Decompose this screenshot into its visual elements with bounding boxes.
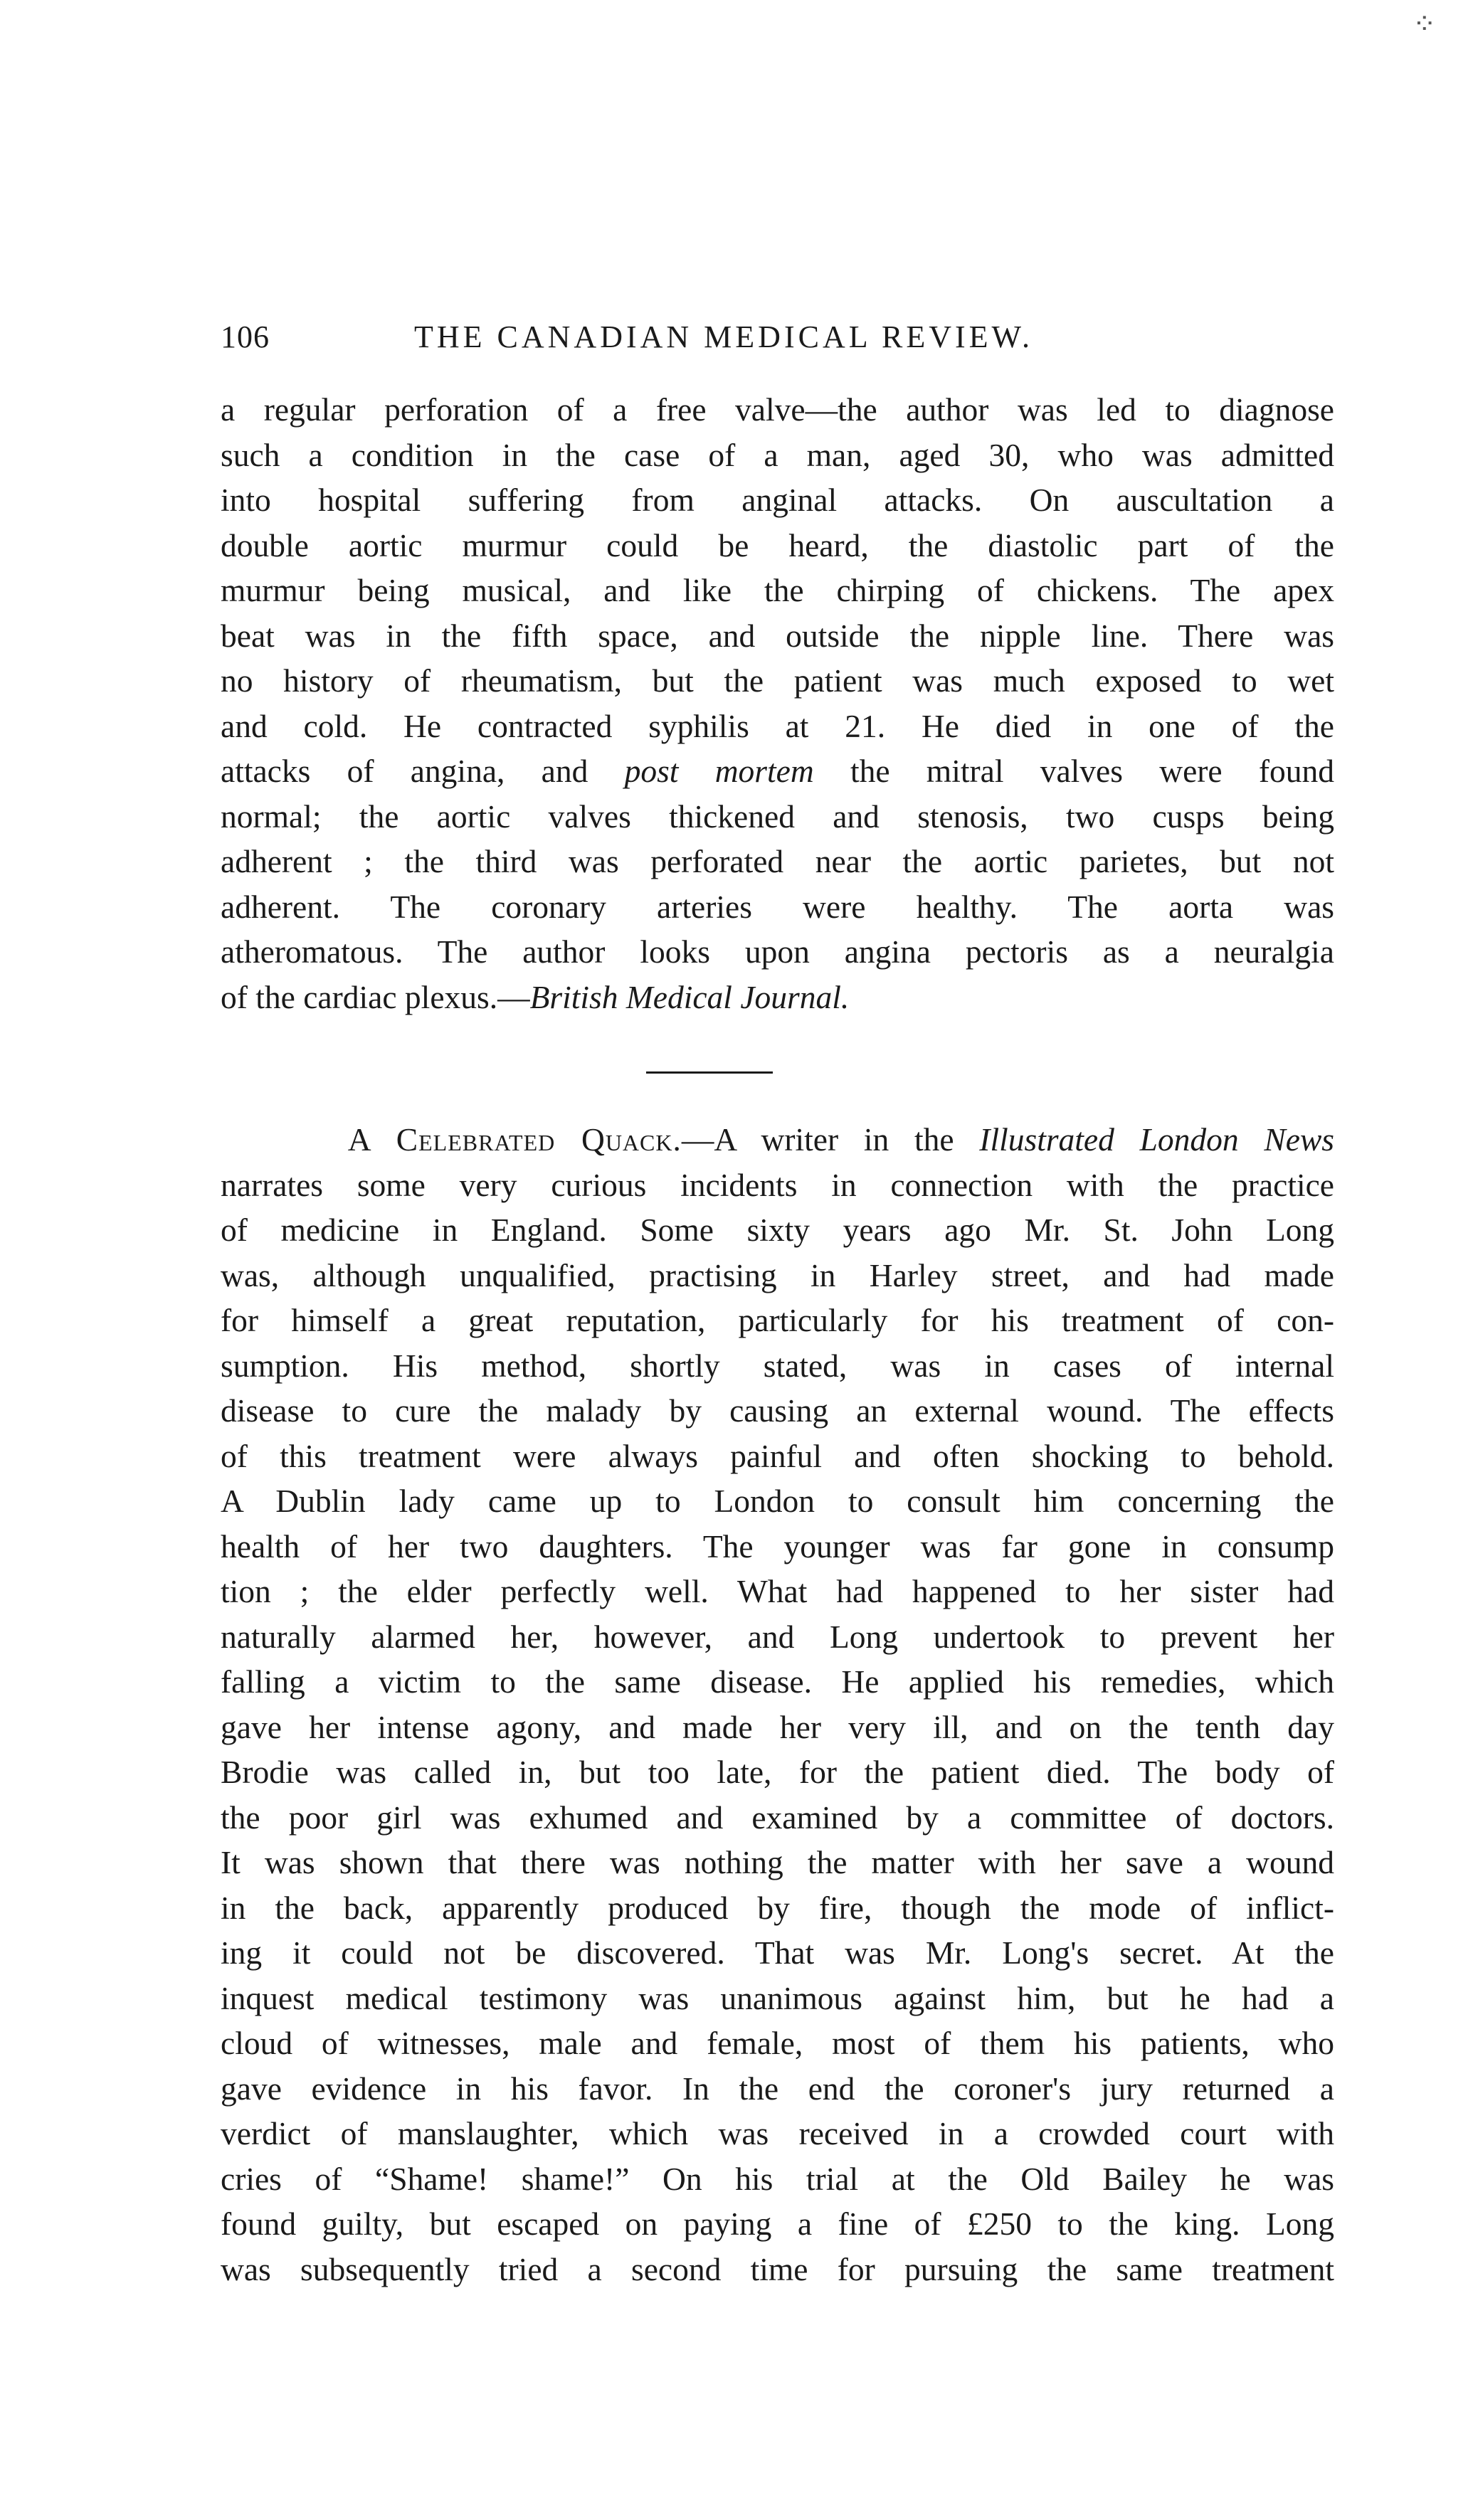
text-line	[221, 975, 1334, 1020]
text-line: gave her intense agony, and made her very ill, and on the tenth day	[221, 1708, 1334, 1745]
text-line: cloud of witnesses, male and female, most of them his patients, who	[221, 2025, 1334, 2061]
text-line: cries of “Shame! shame!” On his trial at the Old Bailey he was	[221, 2160, 1334, 2197]
text-line: found guilty, but escaped on paying a fine of £250 to the king. Long	[221, 2206, 1334, 2242]
text-line: such a condition in the case of a man, aged 30, who was admitted	[221, 436, 1334, 473]
text-line: tion ; the elder perfectly well. What had happened to her sister had	[221, 1573, 1334, 1609]
section-divider	[646, 1071, 773, 1074]
text-line: verdict of manslaughter, which was received in a crowded court with	[221, 2115, 1334, 2151]
text-line: adherent. The coronary arteries were healthy. The aorta was	[221, 888, 1334, 925]
text-line: beat was in the fifth space, and outside the nipple line. There was	[221, 617, 1334, 654]
text-line: adherent ; the third was perforated near the aortic parietes, but not	[221, 843, 1334, 879]
text-line: double aortic murmur could be heard, the diastolic part of the	[221, 526, 1334, 563]
text-line: It was shown that there was nothing the matter with her save a wound	[221, 1844, 1334, 1880]
text-line: atheromatous. The author looks upon angina pectoris as a neuralgia	[221, 933, 1334, 970]
text-line: narrates some very curious incidents in connection with the practice	[221, 1166, 1334, 1203]
text-line: normal; the aortic valves thickened and stenosis, two cusps being	[221, 798, 1334, 835]
text-line: naturally alarmed her, however, and Long undertook to prevent her	[221, 1618, 1334, 1655]
scan-mark: ⁘	[1413, 8, 1438, 40]
text-line: was, although unqualified, practising in Harley street, and had made	[221, 1256, 1334, 1293]
text-line: health of her two daughters. The younger was far gone in consump	[221, 1528, 1334, 1565]
text-line: of medicine in England. Some sixty years ago Mr. St. John Long	[221, 1212, 1334, 1248]
text-line: disease to cure the malady by causing an external wound. The effects	[221, 1392, 1334, 1429]
source-citation: British Medical Journal.	[529, 978, 850, 1015]
text-line: ing it could not be discovered. That was Mr. Long's secret. At the	[221, 1934, 1334, 1971]
text-line: a regular perforation of a free valve—the author was led to diagnose	[221, 391, 1334, 428]
text-line: was subsequently tried a second time for pursuing the same treatment	[221, 2250, 1334, 2287]
text-line: murmur being musical, and like the chirping of chickens. The apex	[221, 572, 1334, 608]
text-line: of this treatment were always painful and often shocking to behold.	[221, 1437, 1334, 1474]
text-line: into hospital suffering from anginal attacks. On auscultation a	[221, 482, 1334, 518]
paragraph-angina	[221, 387, 1334, 1020]
page-number: 106	[221, 319, 270, 354]
text-segment: —A writer in the	[681, 1121, 980, 1158]
text-line: the poor girl was exhumed and examined by a committee of doctors.	[221, 1799, 1334, 1836]
post-mortem-italic: post mortem	[624, 753, 814, 789]
text-segment: the mitral valves were found	[813, 753, 1334, 789]
text-line: falling a victim to the same disease. He applied his remedies, which	[221, 1663, 1334, 1700]
text-line: A Dublin lady came up to London to consult him concerning the	[221, 1483, 1334, 1519]
text-line: inquest medical testimony was unanimous against him, but he had a	[221, 1979, 1334, 2016]
paragraph-quack	[221, 1117, 1334, 2292]
text-line	[221, 1117, 1334, 1163]
text-line: no history of rheumatism, but the patient was much exposed to wet	[221, 662, 1334, 699]
text-line: sumption. His method, shortly stated, was in cases of internal	[221, 1347, 1334, 1384]
running-title: THE CANADIAN MEDICAL REVIEW.	[414, 319, 1033, 354]
publication-title: Illustrated London News	[979, 1121, 1334, 1158]
text-line: and cold. He contracted syphilis at 21. He died in one of the	[221, 707, 1334, 744]
text-line: for himself a great reputation, particularly for his treatment of con-	[221, 1302, 1334, 1338]
section-heading: A Celebrated Quack.	[347, 1121, 682, 1158]
text-segment: attacks of angina, and	[221, 753, 625, 789]
text-segment: of the cardiac plexus.—	[221, 978, 530, 1015]
text-line: gave evidence in his favor. In the end the coroner's jury returned a	[221, 2070, 1334, 2107]
text-line: Brodie was called in, but too late, for the patient died. The body of	[221, 1754, 1334, 1790]
text-line	[221, 748, 1334, 794]
text-line: in the back, apparently produced by fire, though the mode of inflict-	[221, 1889, 1334, 1926]
